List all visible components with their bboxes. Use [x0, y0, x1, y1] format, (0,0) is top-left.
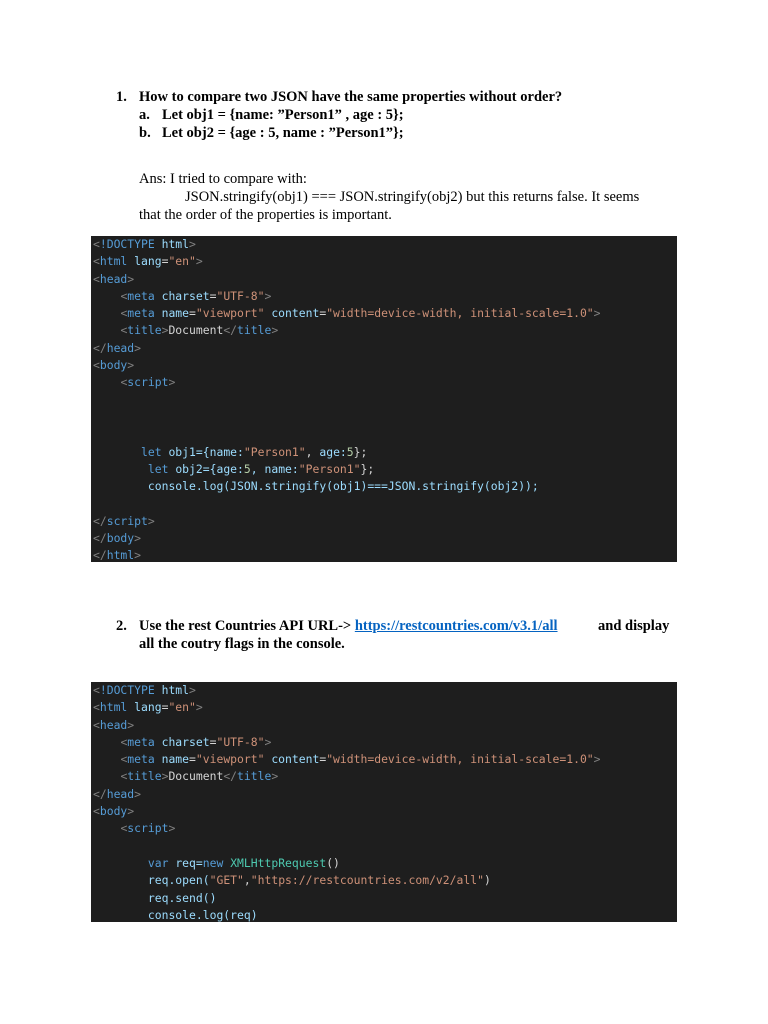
code-block-2: <!DOCTYPE html> <html lang="en"> <head> <meta charset="UTF-8"> <meta name="viewport" content="width=device-width, initial-scale=1.0"> <title>Document</title> </head> <body> <script> var req=new XMLHttpRequest() req.open("GET","https://restcountries.com/v2/all") req.send() console.log(req): [91, 682, 677, 922]
answer-line-1: Ans: I tried to compare with:: [139, 171, 307, 187]
code-block-1: <!DOCTYPE html> <html lang="en"> <head> <meta charset="UTF-8"> <meta name="viewport" content="width=device-width, initial-scale=1.0"> <title>Document</title> </head> <body> <script> let obj1={name:"Person1", age:5}; let obj2={age:5, name:"Person1"}; console.log(JSON.stringify(obj1)===JSON.stringify(obj2)); </script> </body> </html>: [91, 236, 677, 562]
question-number: 1.: [116, 89, 127, 105]
sub-letter: b.: [139, 125, 151, 141]
question-2-line-2: all the coutry flags in the console.: [139, 636, 345, 652]
question-number: 2.: [116, 618, 127, 634]
sub-letter: a.: [139, 107, 150, 123]
answer-line-2: JSON.stringify(obj1) === JSON.stringify(obj2) but this returns false. It seems: [185, 189, 640, 205]
sub-text: Let obj1 = {name: ”Person1” , age : 5};: [162, 107, 404, 123]
question-text-before: Use the rest Countries API URL-> https://restcountries.com/v3.1/all: [139, 618, 558, 634]
console-log-line: console.log(JSON.stringify(obj1)===JSON.stringify(obj2));: [147, 479, 539, 494]
question-text-after: and display: [598, 618, 670, 634]
question-text: How to compare two JSON have the same properties without order?: [139, 89, 563, 105]
api-url-link[interactable]: https://restcountries.com/v3.1/all: [354, 618, 558, 634]
sub-text: Let obj2 = {age : 5, name : ”Person1”};: [162, 125, 404, 141]
answer-line-3: that the order of the properties is important.: [139, 207, 392, 223]
